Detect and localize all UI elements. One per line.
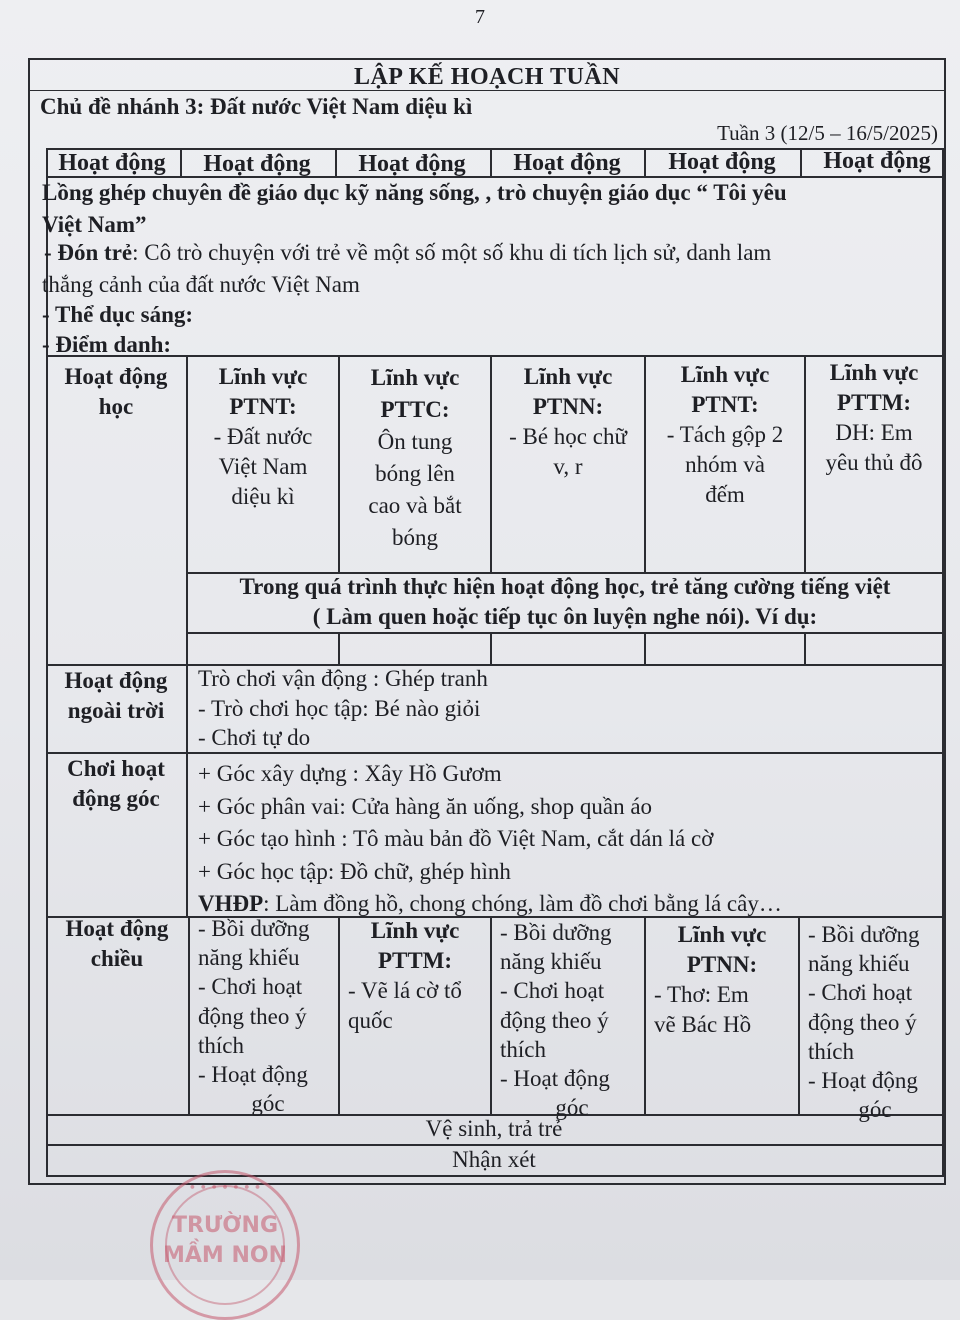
afternoon-day-1: - Bồi dưỡng năng khiếu - Chơi hoạt động theo ý thích - Hoạt động góc [198, 916, 310, 1117]
hygiene-row: Vệ sinh, trả trẻ [425, 1116, 563, 1141]
page-number: 7 [475, 6, 485, 28]
reception-line: - Đón trẻ: Cô trò chuyện với trẻ về một số một số khu di tích lịch sử, danh lam [44, 240, 772, 265]
review-row: Nhận xét [452, 1147, 536, 1172]
row-label-afternoon: Hoạt động chiều [65, 916, 169, 971]
column-header: Hoạt động [203, 151, 311, 177]
outdoor-activities: Trò chơi vận động : Ghép tranh - Trò chơi học tập: Bé nào giỏi - Chơi tự do [198, 666, 488, 750]
afternoon-day-2: Lĩnh vực PTTM: - Vẽ lá cờ tổ quốc [348, 918, 462, 1033]
local-culture-line: VHĐP: Làm đồng hồ, chong chóng, làm đồ chơi bằng lá cây… [198, 891, 782, 916]
theme-heading: Chủ đề nhánh 3: Đất nước Việt Nam diệu kì [40, 94, 473, 119]
learning-day-4: Lĩnh vực PTNT: - Tách gộp 2 nhóm và đếm [666, 362, 784, 507]
column-header: Hoạt động [668, 149, 776, 175]
weekly-plan-table [28, 58, 946, 1185]
morning-integration-line: Việt Nam” [42, 212, 147, 237]
reception-line: thắng cảnh của đất nước Việt Nam [42, 272, 360, 297]
vietnamese-language-note: Trong quá trình thực hiện hoạt động học, trẻ tăng cường tiếng việt ( Làm quen hoặc tiếp tục ôn luyện nghe nói). Ví dụ: [239, 574, 891, 629]
column-header: Hoạt động [513, 150, 621, 176]
morning-exercise: - Thể dục sáng: [42, 302, 194, 327]
corner-activities: + Góc xây dựng : Xây Hồ Gươm + Góc phân vai: Cửa hàng ăn uống, shop quần áo + Góc tạo hình : Tô màu bản đồ Việt Nam, cắt dán lá cờ + Góc học tập: Đồ chữ, ghép hình VHĐP: Làm đồng hồ, chong chóng, làm đồ chơi bằng lá cây… [198, 758, 938, 921]
afternoon-day-5: - Bồi dưỡng năng khiếu - Chơi hoạt động theo ý thích - Hoạt động góc [808, 922, 920, 1123]
learning-day-1: Lĩnh vực PTNT: - Đất nước Việt Nam diệu kì [213, 364, 313, 509]
learning-day-3: Lĩnh vực PTNN: - Bé học chữ v, r [509, 364, 627, 479]
learning-day-5: Lĩnh vực PTTM: DH: Em yêu thủ đô [825, 360, 923, 475]
row-label-outdoor: Hoạt động ngoài trời [64, 668, 168, 723]
week-range: Tuần 3 (12/5 – 16/5/2025) [717, 121, 938, 145]
column-header: Hoạt động [358, 151, 466, 177]
morning-integration-line: Lồng ghép chuyên đề giáo dục kỹ năng sống, , trò chuyện giáo dục “ Tôi yêu [42, 180, 787, 205]
afternoon-day-3: - Bồi dưỡng năng khiếu - Chơi hoạt động theo ý thích - Hoạt động góc [500, 920, 612, 1121]
column-header: Hoạt động [58, 150, 166, 176]
afternoon-day-4: Lĩnh vực PTNN: - Thơ: Em vẽ Bác Hồ [654, 922, 767, 1037]
learning-day-2: Lĩnh vực PTTC: Ôn tung bóng lên cao và bắt bóng [368, 365, 462, 550]
column-header: Hoạt động [823, 148, 931, 174]
row-label-learning: Hoạt động học [64, 364, 168, 419]
attendance: - Điểm danh: [42, 332, 172, 357]
row-label-corner-play: Chơi hoạt động góc [67, 756, 165, 811]
plan-title: LẬP KẾ HOẠCH TUẦN [353, 64, 621, 90]
school-stamp: • • • • • • • TRƯỜNG MẦM NON [150, 1170, 300, 1320]
